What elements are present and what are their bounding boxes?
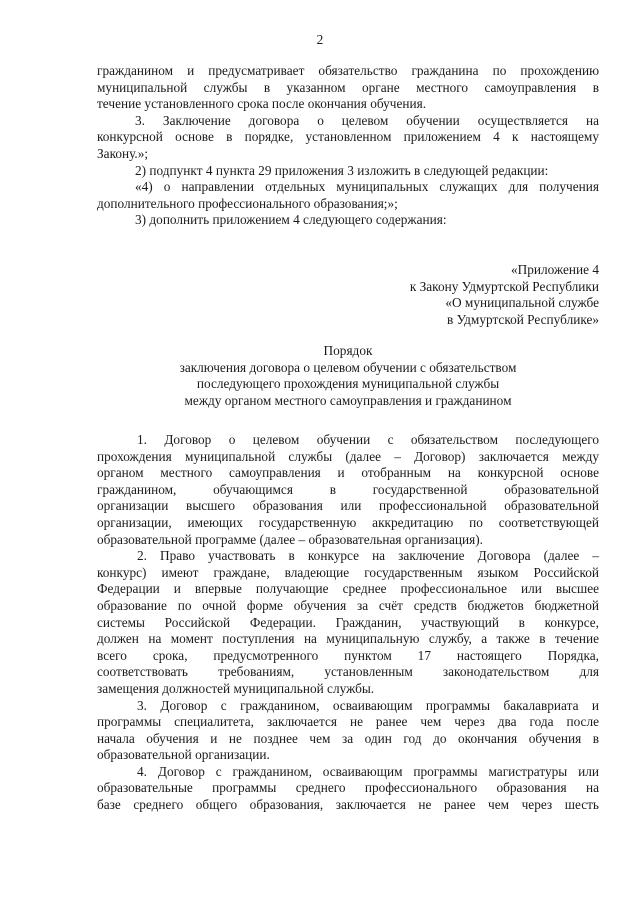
text-line: гражданином, обучающимся в государственной образовательной [97, 481, 599, 497]
appendix-line: в Удмуртской Республике» [446, 311, 599, 327]
text-line: программы специалитета, заключается не ранее чем через два года после [97, 714, 599, 730]
appendix-line: «О муниципальной службе [445, 295, 599, 311]
text-line: гражданином и предусматривает обязательство гражданина по прохождению [97, 63, 599, 78]
appendix-line: к Закону Удмуртской Республики [409, 278, 599, 294]
text-line: образовательной программе (далее – образовательная организация). [97, 531, 483, 547]
text-line: организации высшего образования или профессиональной образовательной [97, 498, 599, 514]
text-line: образовательные программы среднего профессионального образования на [97, 780, 599, 796]
text-line: начала обучения и не позднее чем за один год до окончания обучения в [97, 730, 599, 746]
text-line: 3. Договор с гражданином, осваивающим программы бакалавриата и [137, 697, 599, 713]
text-line: образовательной организации. [97, 747, 270, 763]
text-line: всего срока, предусмотренного пунктом 17 настоящего Порядка, [97, 647, 599, 663]
heading-line: последующего прохождения муниципальной службы [196, 376, 500, 392]
text-line: органом местного самоуправления и отобранным на конкурсной основе [97, 465, 599, 481]
text-line: Федерации и впервые получающие среднее профессиональное или высшее [97, 581, 599, 597]
text-line: дополнительного профессионального образования;»; [97, 195, 398, 211]
text-line: системы Российской Федерации. Гражданин, участвующий в конкурсе, [97, 614, 599, 630]
text-line: муниципальной службы в указанном органе местного самоуправления в [97, 79, 599, 95]
text-line: 3. Заключение договора о целевом обучении осуществляется на [135, 112, 599, 128]
text-line: «4) о направлении отдельных муниципальных служащих для получения [135, 179, 599, 195]
text-line: 1. Договор о целевом обучении с обязательством последующего [137, 432, 599, 447]
text-line: течение установленного срока после окончания обучения. [97, 96, 427, 112]
heading-line: между органом местного самоуправления и гражданином [184, 392, 512, 408]
intro-text [97, 63, 599, 229]
text-line: организации, имеющих государственную аккредитацию по соответствующей [97, 514, 599, 530]
text-line: замещения должностей муниципальной службы. [97, 680, 375, 696]
page-number: 2 [316, 32, 324, 47]
text-line: базе среднего общего образования, заключается не ранее чем через шесть [97, 797, 599, 813]
appendix-reference [339, 262, 599, 328]
text-line: 3) дополнить приложением 4 следующего содержания: [135, 212, 447, 228]
text-line: конкурсной основе в порядке, установленном приложением 4 к настоящему [97, 129, 599, 145]
section-heading [97, 343, 599, 409]
text-line: 2. Право участвовать в конкурсе на заключение Договора (далее – [137, 548, 599, 564]
text-line: должен на момент поступления на муниципальную службу, а также в течение [97, 631, 599, 647]
text-line: 2) подпункт 4 пункта 29 приложения 3 изложить в следующей редакции: [135, 162, 549, 178]
heading-title: Порядок [323, 343, 373, 358]
text-line: соответствовать требованиям, установленным законодательством для [97, 664, 599, 680]
procedure-text [97, 432, 599, 814]
appendix-line: «Приложение 4 [511, 262, 599, 277]
heading-line: заключения договора о целевом обучении с обязательством [179, 359, 517, 375]
text-line: конкурс) имеют граждане, владеющие государственным языком Российской [97, 564, 599, 580]
text-line: прохождения муниципальной службы (далее – Договор) заключается между [97, 448, 599, 464]
text-line: образование по очной форме обучения за счёт средств бюджетов бюджетной [97, 597, 599, 613]
text-line: Закону.»; [97, 145, 149, 161]
text-line: 4. Договор с гражданином, осваивающим программы магистратуры или [137, 763, 599, 779]
